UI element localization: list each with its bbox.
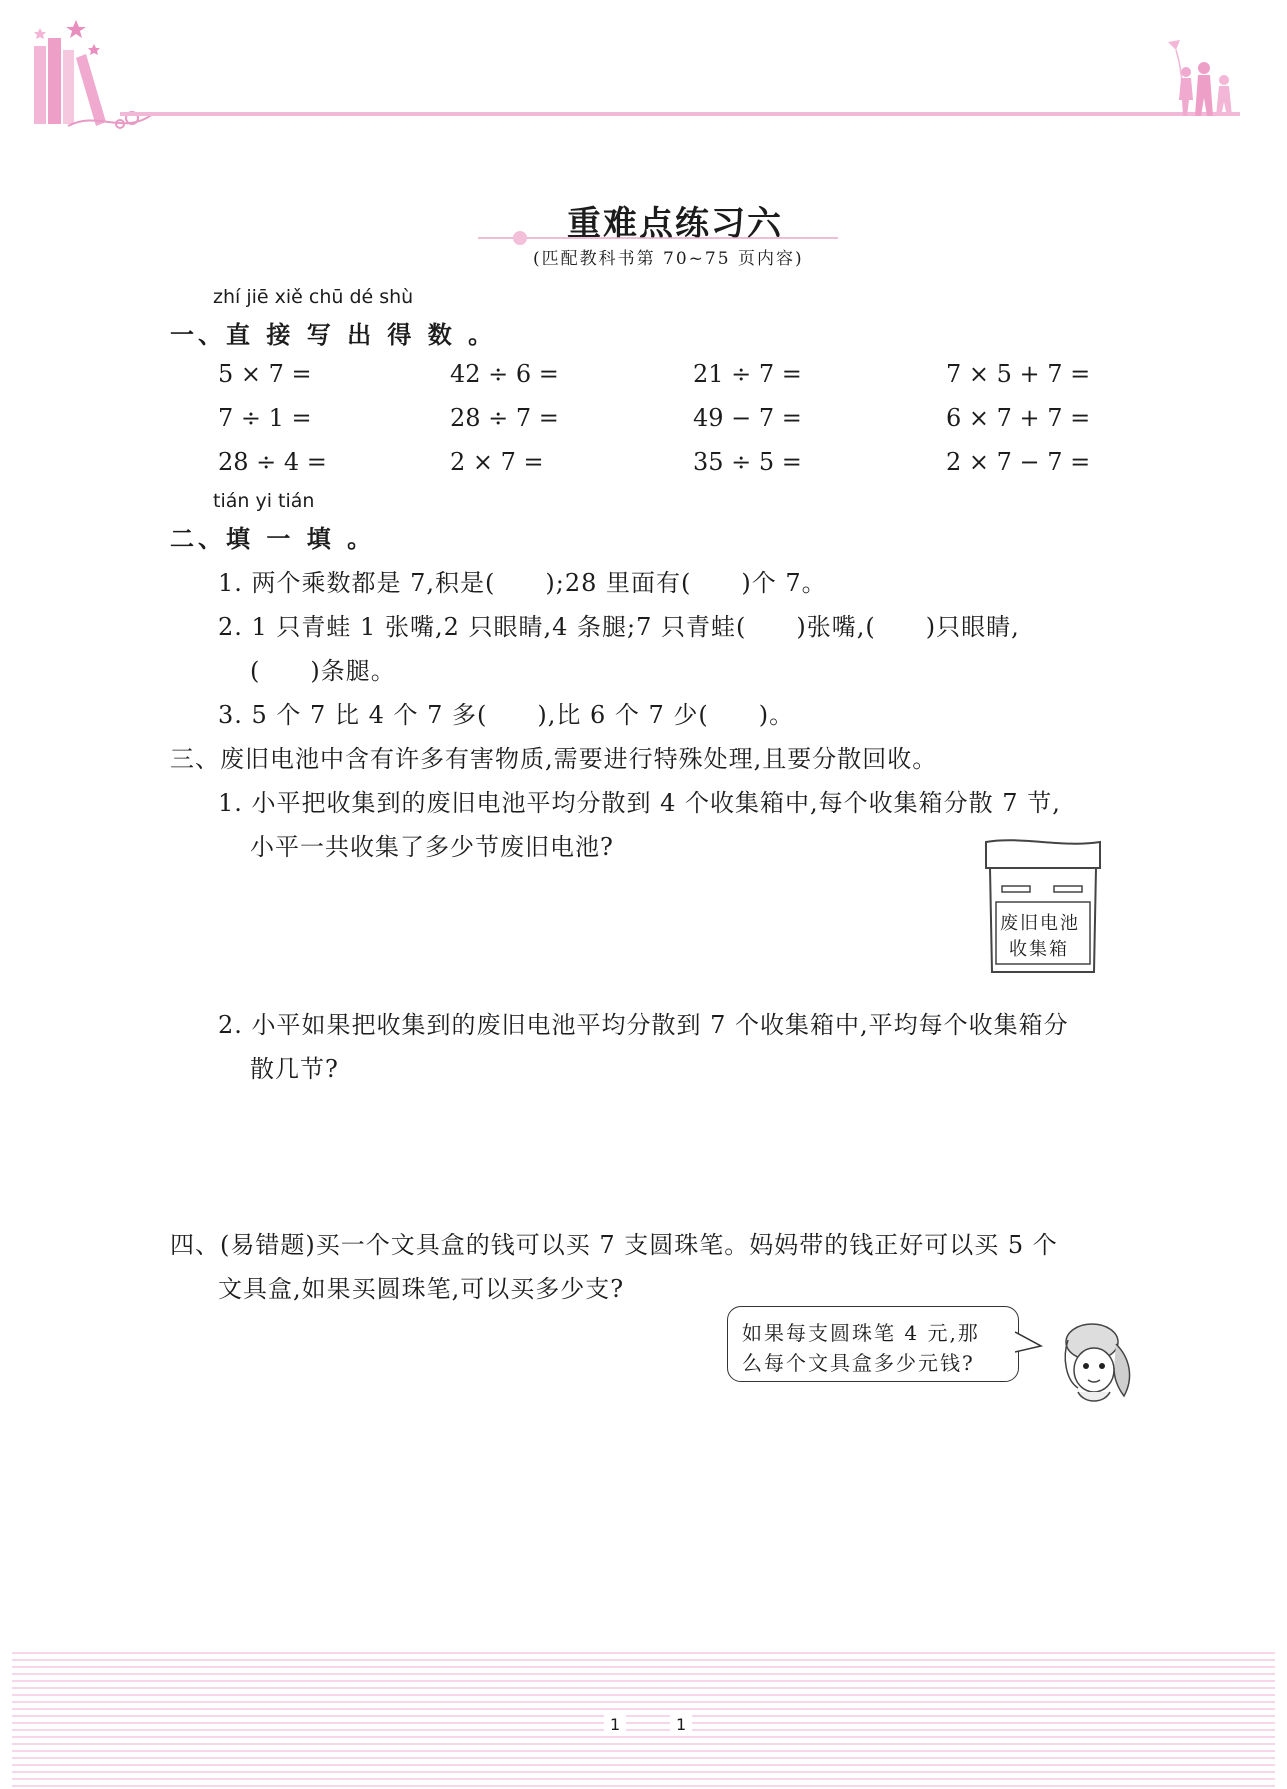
- fill-question-1: 1. 两个乘数都是 7,积是( );28 里面有( )个 7。: [218, 569, 827, 597]
- math-problem: 7 ÷ 1 =: [218, 404, 312, 432]
- section1-pinyin: zhí jiē xiě chū dé shù: [213, 286, 414, 308]
- word-problem-2: 2. 小平如果把收集到的废旧电池平均分散到 7 个收集箱中,平均每个收集箱分: [218, 1011, 1069, 1039]
- math-problem: 7 × 5 + 7 =: [946, 360, 1091, 388]
- page-subtitle: (匹配教科书第 70~75 页内容): [533, 249, 804, 269]
- page-number-right: 1: [670, 1715, 692, 1734]
- header-rule: [120, 112, 1240, 116]
- math-problem: 2 × 7 =: [450, 448, 544, 476]
- page-number-left: 1: [604, 1715, 626, 1734]
- word-problem-2-cont: 散几节?: [250, 1055, 339, 1083]
- fill-question-2: 2. 1 只青蛙 1 张嘴,2 只眼睛,4 条腿;7 只青蛙( )张嘴,( )只眼睛,: [218, 613, 1020, 641]
- page-title: 重难点练习六: [567, 204, 783, 244]
- math-problem: 2 × 7 − 7 =: [946, 448, 1091, 476]
- math-problem: 35 ÷ 5 =: [693, 448, 802, 476]
- math-problem: 6 × 7 + 7 =: [946, 404, 1091, 432]
- section4-question-cont: 文具盒,如果买圆珠笔,可以买多少支?: [218, 1275, 625, 1303]
- word-problem-1-cont: 小平一共收集了多少节废旧电池?: [250, 833, 614, 861]
- footer-band: [12, 1652, 1275, 1789]
- bubble-tail-icon: [1015, 1330, 1045, 1354]
- hint-line1: 如果每支圆珠笔 4 元,那: [742, 1321, 980, 1345]
- bin-label-line1: 废旧电池: [1000, 913, 1080, 934]
- cartoon-girl-icon: [1058, 1318, 1138, 1408]
- math-problem: 28 ÷ 4 =: [218, 448, 327, 476]
- math-problem: 42 ÷ 6 =: [450, 360, 559, 388]
- math-problem: 49 − 7 =: [693, 404, 802, 432]
- hint-speech-bubble: [727, 1306, 1019, 1382]
- kids-kite-decoration-icon: [1160, 38, 1240, 118]
- word-problem-1: 1. 小平把收集到的废旧电池平均分散到 4 个收集箱中,每个收集箱分散 7 节,: [218, 789, 1061, 817]
- section3-heading: 三、废旧电池中含有许多有害物质,需要进行特殊处理,且要分散回收。: [170, 745, 938, 773]
- math-problem: 5 × 7 =: [218, 360, 312, 388]
- section2-pinyin: tián yi tián: [213, 490, 315, 512]
- fill-question-2-cont: ( )条腿。: [250, 657, 396, 685]
- bin-label-line2: 收集箱: [1009, 939, 1069, 960]
- hint-line2: 么每个文具盒多少元钱?: [742, 1351, 975, 1375]
- math-problem: 21 ÷ 7 =: [693, 360, 802, 388]
- section2-heading: 二、填 一 填 。: [170, 525, 376, 553]
- section4-question: 四、(易错题)买一个文具盒的钱可以买 7 支圆珠笔。妈妈带的钱正好可以买 5 个: [170, 1231, 1058, 1259]
- math-problem: 28 ÷ 7 =: [450, 404, 559, 432]
- section1-heading: 一、直 接 写 出 得 数 。: [170, 321, 497, 349]
- fill-question-3: 3. 5 个 7 比 4 个 7 多( ),比 6 个 7 少( )。: [218, 701, 795, 729]
